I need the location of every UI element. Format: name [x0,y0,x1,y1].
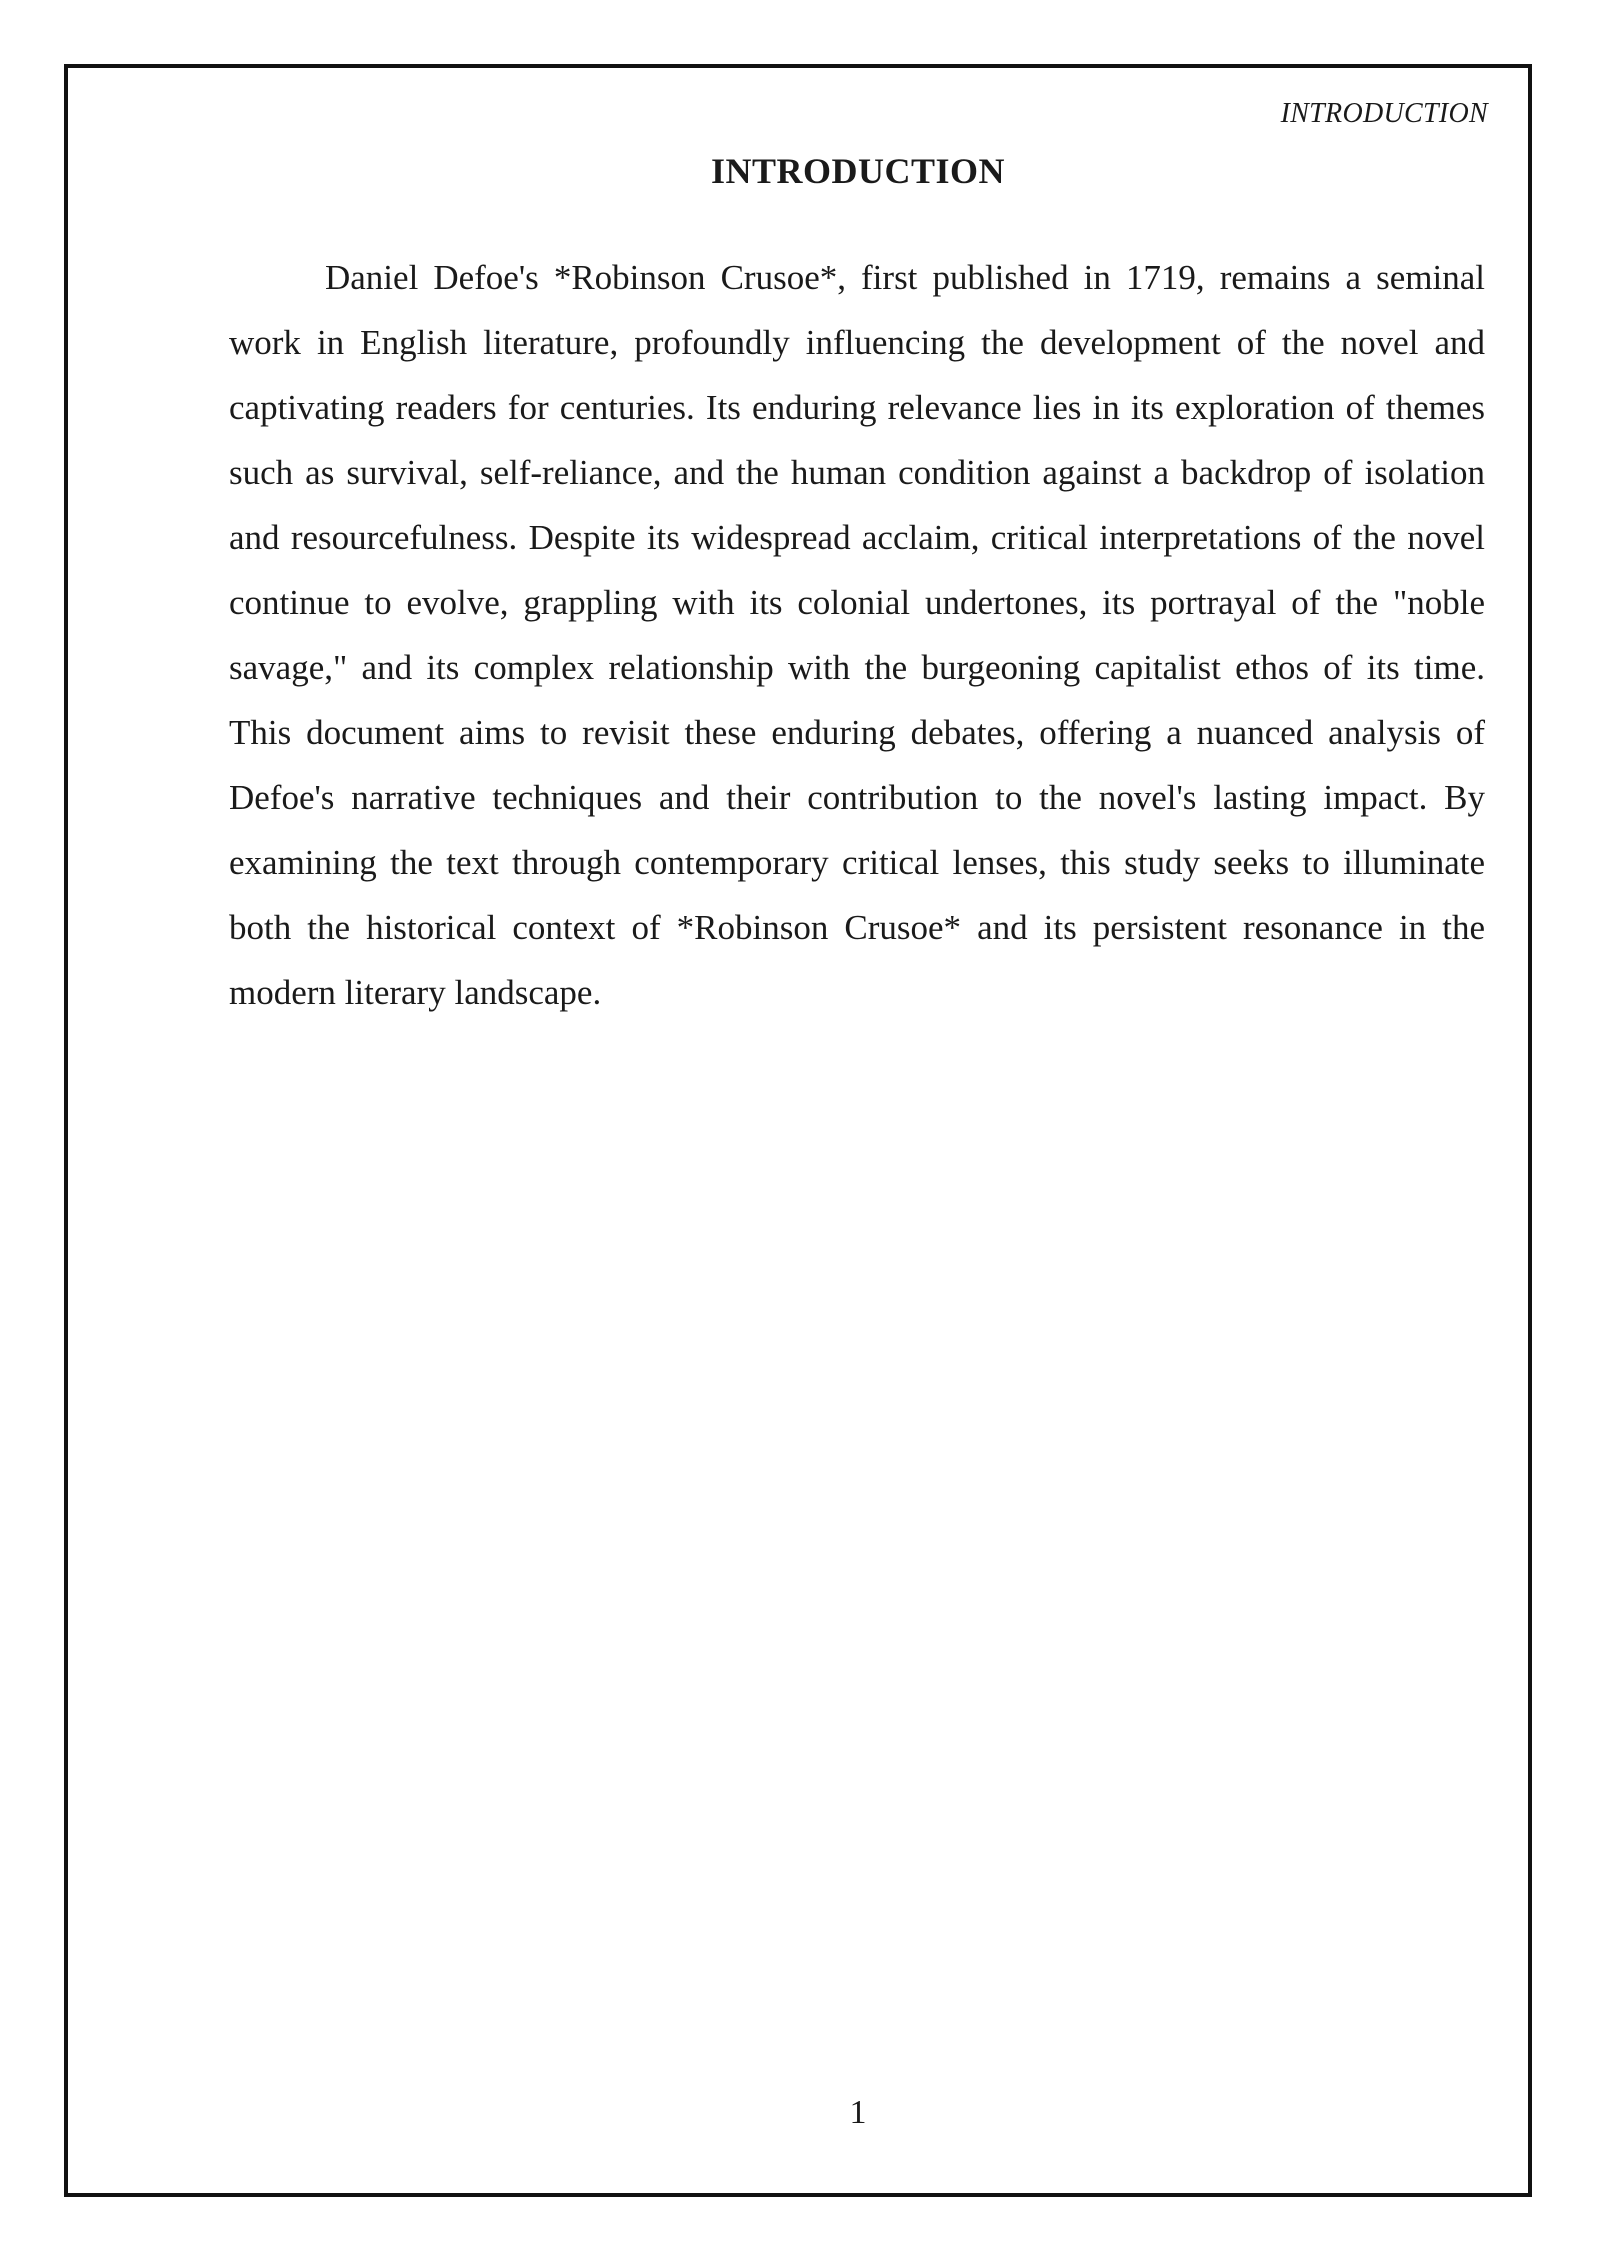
page-number: 1 [849,2094,867,2131]
running-header: INTRODUCTION [1280,98,1488,129]
body-paragraph: Daniel Defoe's *Robinson Crusoe*, first published in 1719, remains a seminal work in English literature, profoundly influencing the development of the novel and captivating readers for centuries. Its enduring relevance lies in its exploration of themes such as survival, self-reliance, and the human condition against a backdrop of isolation and resourcefulness. Despite its widespread acclaim, critical interpretations of the novel continue to evolve, grappling with its colonial undertones, its portrayal of the "noble savage," and its complex relationship with the burgeoning capitalist ethos of its time. This document aims to revisit these enduring debates, offering a nuanced analysis of Defoe's narrative techniques and their contribution to the novel's lasting impact. By examining the text through contemporary critical lenses, this study seeks to illuminate both the historical context of *Robinson Crusoe* and its persistent resonance in the modern literary landscape. [229,258,1485,1012]
page-title: INTRODUCTION [710,151,1006,191]
